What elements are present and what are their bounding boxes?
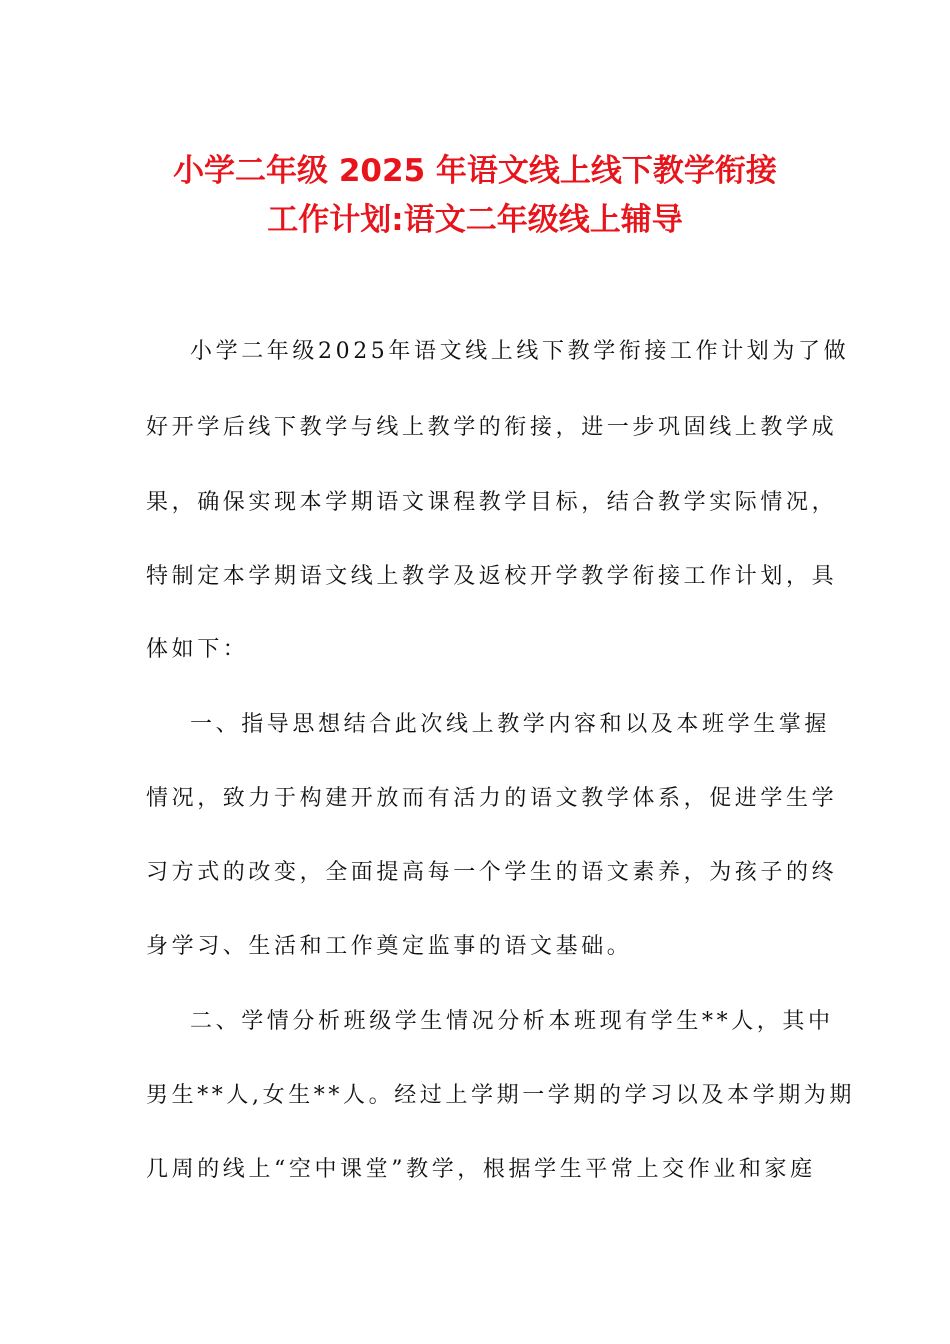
document-title-line-1: 小学二年级 2025 年语文线上线下教学衔接 — [173, 153, 777, 189]
body-line: 习方式的改变，全面提高每一个学生的语文素养，为孩子的终 — [146, 860, 838, 885]
body-line: 几周的线上“空中课堂”教学，根据学生平常上交作业和家庭 — [146, 1157, 816, 1182]
body-line: 特制定本学期语文线上教学及返校开学教学衔接工作计划，具 — [146, 564, 838, 589]
body-line: 小学二年级2025年语文线上线下教学衔接工作计划为了做 — [190, 339, 850, 364]
body-line: 二、学情分析班级学生情况分析本班现有学生**人，其中 — [190, 1009, 834, 1034]
body-line: 男生**人,女生**人。经过上学期一学期的学习以及本学期为期 — [146, 1083, 855, 1108]
body-line: 好开学后线下教学与线上教学的衔接，进一步巩固线上教学成 — [146, 415, 838, 440]
body-line: 情况，致力于构建开放而有活力的语文教学体系，促进学生学 — [146, 786, 838, 811]
body-line: 身学习、生活和工作奠定监事的语文基础。 — [146, 934, 633, 959]
body-line: 一、指导思想结合此次线上教学内容和以及本班学生掌握 — [190, 712, 831, 737]
body-line: 果，确保实现本学期语文课程教学目标，结合教学实际情况， — [146, 490, 838, 515]
body-line: 体如下： — [146, 637, 249, 662]
document-title-line-2: 工作计划:语文二年级线上辅导 — [267, 202, 683, 238]
